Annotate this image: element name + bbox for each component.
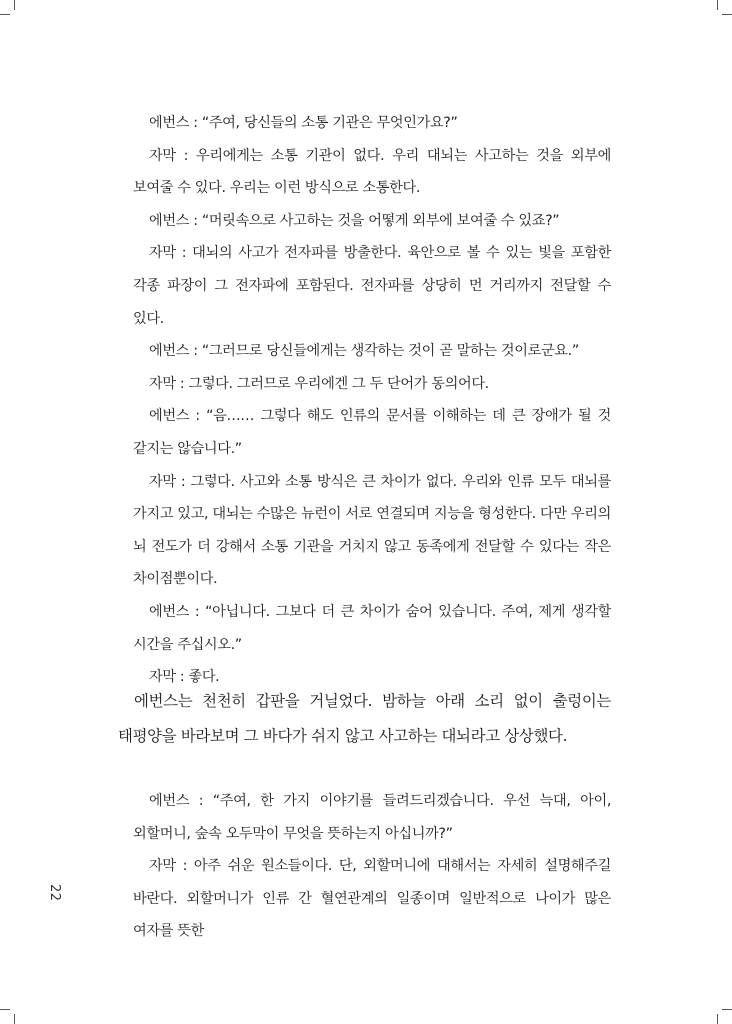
- crop-mark-bottom-left: [14, 1014, 15, 1024]
- dialogue-line: 자막 : 우리에게는 소통 기관이 없다. 우리 대뇌는 사고하는 것을 외부에 보여줄 수 있다. 우리는 이런 방식으로 소통한다.: [133, 147, 611, 197]
- dialogue-block-top: [133, 107, 611, 694]
- crop-mark-bottom-right: [722, 1009, 732, 1010]
- dialogue-line: 자막 : 좋다.: [149, 669, 220, 686]
- dialogue-line: 에번스 : “머릿속으로 사고하는 것을 어떻게 외부에 보여줄 수 있죠?”: [149, 212, 560, 229]
- dialogue-line: 에번스 : “아닙니다. 그보다 더 큰 차이가 숨어 있습니다. 주여, 제게 생각할 시간을 주십시오.”: [133, 603, 611, 653]
- crop-mark-top-left: [14, 0, 15, 10]
- crop-mark-top-right: [717, 0, 718, 10]
- dialogue-line: 자막 : 아주 쉬운 원소들이다. 단, 외할머니에 대해서는 자세히 설명해주길 바란다. 외할머니가 인류 간 혈연관계의 일종이며 일반적으로 나이가 많은 여자를 뜻한: [133, 858, 611, 940]
- dialogue-line: 자막 : 대뇌의 사고가 전자파를 방출한다. 육안으로 볼 수 있는 빛을 포함한 각종 파장이 그 전자파에 포함된다. 전자파를 상당히 먼 거리까지 전달할 수 있다.: [133, 245, 611, 327]
- dialogue-line: 자막 : 그렇다. 사고와 소통 방식은 큰 차이가 없다. 우리와 인류 모두 대뇌를 가지고 있고, 대뇌는 수많은 뉴런이 서로 연결되며 지능을 형성한다. 다만 우리의 뇌 전도가 더 강해서 소통 기관을 거치지 않고 동족에게 전달할 수 있다는 작은 차이점뿐이다.: [133, 473, 611, 588]
- narration-line: 에번스는 천천히 갑판을 거닐었다. 밤하늘 아래 소리 없이 출렁이는 태평양을 바라보며 그 바다가 쉬지 않고 사고하는 대뇌라고 상상했다.: [118, 692, 611, 745]
- dialogue-line: 에번스 : “그러므로 당신들에게는 생각하는 것이 곧 말하는 것이로군요.”: [149, 343, 579, 360]
- dialogue-line: 자막 : 그렇다. 그러므로 우리에겐 그 두 단어가 동의어다.: [149, 375, 489, 392]
- dialogue-line: 에번스 : “주여, 한 가지 이야기를 들려드리겠습니다. 우선 늑대, 아이, 외할머니, 숲속 오두막이 무엇을 뜻하는지 아십니까?”: [133, 793, 611, 842]
- dialogue-line: 에번스 : “주여, 당신들의 소통 기관은 무엇인가요?”: [149, 115, 458, 131]
- crop-mark-bottom-left: [0, 1009, 10, 1010]
- dialogue-line: 에번스 : “음…… 그렇다 해도 인류의 문서를 이해하는 데 큰 장애가 될 것 같지는 않습니다.”: [133, 408, 611, 457]
- crop-mark-top-right: [722, 14, 732, 15]
- crop-mark-top-left: [0, 14, 10, 15]
- crop-mark-bottom-right: [717, 1014, 718, 1024]
- page-number: 22: [47, 884, 62, 902]
- narration-paragraph: [118, 684, 611, 754]
- dialogue-block-bottom: [133, 785, 611, 948]
